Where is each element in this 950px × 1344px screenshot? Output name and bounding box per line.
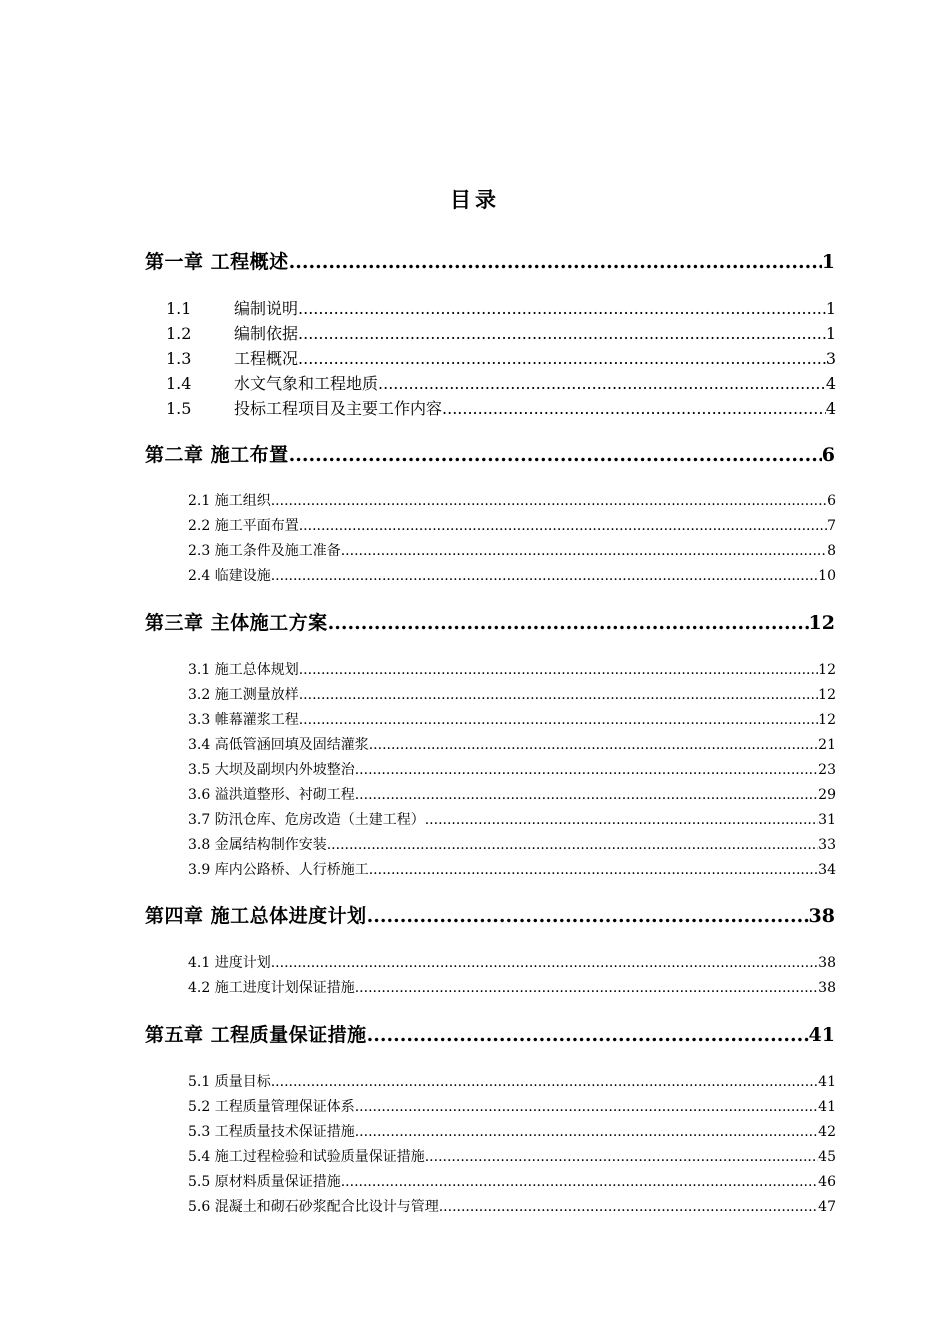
- leader-dots: [341, 543, 827, 559]
- section-title: 编制依据: [234, 324, 299, 343]
- toc-chapter-3[interactable]: [145, 608, 835, 636]
- page-number: 1: [825, 324, 836, 343]
- section-number: 1.4: [166, 374, 192, 393]
- toc-entry-1-2[interactable]: [166, 321, 836, 343]
- toc-entry-3-6[interactable]: [188, 784, 836, 804]
- page-number: 6: [821, 444, 835, 466]
- leader-dots: [369, 862, 818, 878]
- page-number: 21: [818, 737, 836, 753]
- leader-dots: [355, 980, 818, 996]
- leader-dots: [439, 1199, 818, 1215]
- section-number: 1.5: [166, 399, 192, 418]
- leader-dots: [271, 568, 818, 584]
- toc-entry-5-6[interactable]: [188, 1196, 836, 1216]
- toc-chapter-1[interactable]: [145, 247, 835, 275]
- leader-dots: [367, 905, 809, 927]
- leader-dots: [355, 787, 818, 803]
- page-number: 12: [818, 662, 836, 678]
- leader-dots: [425, 1149, 818, 1165]
- page-number: 23: [818, 762, 836, 778]
- toc-entry-3-4[interactable]: [188, 734, 836, 754]
- leader-dots: [327, 837, 818, 853]
- leader-dots: [289, 251, 822, 273]
- section-title: 2.3 施工条件及施工准备: [188, 543, 341, 559]
- page-number: 4: [825, 399, 836, 418]
- section-title: 3.2 施工测量放样: [188, 687, 299, 703]
- toc-chapter-2[interactable]: [145, 440, 835, 468]
- section-title: 5.4 施工过程检验和试验质量保证措施: [188, 1149, 425, 1165]
- page-number: 12: [818, 687, 836, 703]
- page-number: 1: [825, 299, 836, 318]
- toc-entry-3-7[interactable]: [188, 809, 836, 829]
- page-number: 3: [825, 349, 836, 368]
- page-number: 8: [827, 543, 836, 559]
- page-number: 38: [818, 955, 836, 971]
- toc-entry-3-8[interactable]: [188, 834, 836, 854]
- page-number: 31: [818, 812, 836, 828]
- section-title: 3.6 溢洪道整形、衬砌工程: [188, 787, 355, 803]
- chapter-title: 第五章 工程质量保证措施: [145, 1024, 367, 1046]
- leader-dots: [355, 1099, 818, 1115]
- page-number: 12: [808, 612, 835, 634]
- leader-dots: [328, 612, 809, 634]
- toc-entry-3-3[interactable]: [188, 709, 836, 729]
- toc-entry-2-1[interactable]: [188, 490, 836, 510]
- section-title: 2.4 临建设施: [188, 568, 271, 584]
- section-title: 4.1 进度计划: [188, 955, 271, 971]
- leader-dots: [442, 399, 826, 418]
- section-title: 4.2 施工进度计划保证措施: [188, 980, 355, 996]
- leader-dots: [298, 299, 826, 318]
- section-title: 2.1 施工组织: [188, 493, 271, 509]
- page-number: 33: [818, 837, 836, 853]
- page-number: 34: [818, 862, 836, 878]
- section-title: 编制说明: [234, 299, 299, 318]
- toc-chapter-5[interactable]: [145, 1020, 835, 1048]
- section-title: 3.3 帷幕灌浆工程: [188, 712, 299, 728]
- toc-entry-3-2[interactable]: [188, 684, 836, 704]
- page-number: 10: [818, 568, 836, 584]
- page-number: 45: [818, 1149, 836, 1165]
- toc-entry-2-3[interactable]: [188, 540, 836, 560]
- section-title: 3.1 施工总体规划: [188, 662, 299, 678]
- page-number: 4: [825, 374, 836, 393]
- toc-entry-2-2[interactable]: [188, 515, 836, 535]
- chapter-title: 第一章 工程概述: [145, 251, 289, 273]
- page-number: 41: [808, 1024, 835, 1046]
- page-number: 41: [818, 1099, 836, 1115]
- section-title: 工程概况: [234, 349, 299, 368]
- section-number: 1.1: [166, 299, 192, 318]
- toc-entry-2-4[interactable]: [188, 565, 836, 585]
- section-title: 水文气象和工程地质: [234, 374, 379, 393]
- section-title: 3.9 库内公路桥、人行桥施工: [188, 862, 369, 878]
- toc-entry-5-1[interactable]: [188, 1071, 836, 1091]
- section-title: 3.8 金属结构制作安装: [188, 837, 327, 853]
- toc-entry-1-5[interactable]: [166, 396, 836, 418]
- toc-entry-3-5[interactable]: [188, 759, 836, 779]
- leader-dots: [299, 687, 818, 703]
- chapter-title: 第三章 主体施工方案: [145, 612, 328, 634]
- toc-entry-4-2[interactable]: [188, 977, 836, 997]
- section-title: 3.4 高低管涵回填及固结灌浆: [188, 737, 369, 753]
- section-title: 3.7 防汛仓库、危房改造（土建工程）: [188, 812, 425, 828]
- section-title: 5.3 工程质量技术保证措施: [188, 1124, 355, 1140]
- section-title: 5.6 混凝土和砌石砂浆配合比设计与管理: [188, 1199, 439, 1215]
- toc-entry-5-3[interactable]: [188, 1121, 836, 1141]
- toc-entry-1-3[interactable]: [166, 346, 836, 368]
- page-number: 29: [818, 787, 836, 803]
- section-title: 5.1 质量目标: [188, 1074, 271, 1090]
- leader-dots: [367, 1024, 809, 1046]
- toc-entry-3-1[interactable]: [188, 659, 836, 679]
- leader-dots: [271, 1074, 818, 1090]
- page-number: 38: [818, 980, 836, 996]
- toc-entry-3-9[interactable]: [188, 859, 836, 879]
- chapter-title: 第二章 施工布置: [145, 444, 289, 466]
- page-number: 41: [818, 1074, 836, 1090]
- section-title: 投标工程项目及主要工作内容: [234, 399, 443, 418]
- leader-dots: [271, 493, 827, 509]
- leader-dots: [425, 812, 818, 828]
- page-number: 42: [818, 1124, 836, 1140]
- toc-entry-4-1[interactable]: [188, 952, 836, 972]
- toc-entry-1-1[interactable]: [166, 296, 836, 318]
- page-number: 12: [818, 712, 836, 728]
- section-title: 2.2 施工平面布置: [188, 518, 299, 534]
- leader-dots: [341, 1174, 818, 1190]
- leader-dots: [299, 518, 827, 534]
- leader-dots: [298, 349, 826, 368]
- page-number: 47: [818, 1199, 836, 1215]
- leader-dots: [271, 955, 818, 971]
- leader-dots: [355, 762, 818, 778]
- leader-dots: [299, 712, 818, 728]
- page-number: 38: [808, 905, 835, 927]
- toc-entry-1-4[interactable]: [166, 371, 836, 393]
- leader-dots: [289, 444, 822, 466]
- page-number: 7: [827, 518, 836, 534]
- page-number: 6: [827, 493, 836, 509]
- section-number: 1.3: [166, 349, 192, 368]
- leader-dots: [355, 1124, 818, 1140]
- leader-dots: [298, 324, 826, 343]
- chapter-title: 第四章 施工总体进度计划: [145, 905, 367, 927]
- toc-title: 目录: [450, 187, 500, 212]
- page-number: 1: [821, 251, 835, 273]
- toc-chapter-4[interactable]: [145, 901, 835, 929]
- toc-entry-5-4[interactable]: [188, 1146, 836, 1166]
- toc-entry-5-2[interactable]: [188, 1096, 836, 1116]
- section-number: 1.2: [166, 324, 192, 343]
- page-number: 46: [818, 1174, 836, 1190]
- section-title: 5.2 工程质量管理保证体系: [188, 1099, 355, 1115]
- leader-dots: [299, 662, 818, 678]
- leader-dots: [369, 737, 818, 753]
- toc-entry-5-5[interactable]: [188, 1171, 836, 1191]
- section-title: 5.5 原材料质量保证措施: [188, 1174, 341, 1190]
- leader-dots: [378, 374, 826, 393]
- section-title: 3.5 大坝及副坝内外坡整治: [188, 762, 355, 778]
